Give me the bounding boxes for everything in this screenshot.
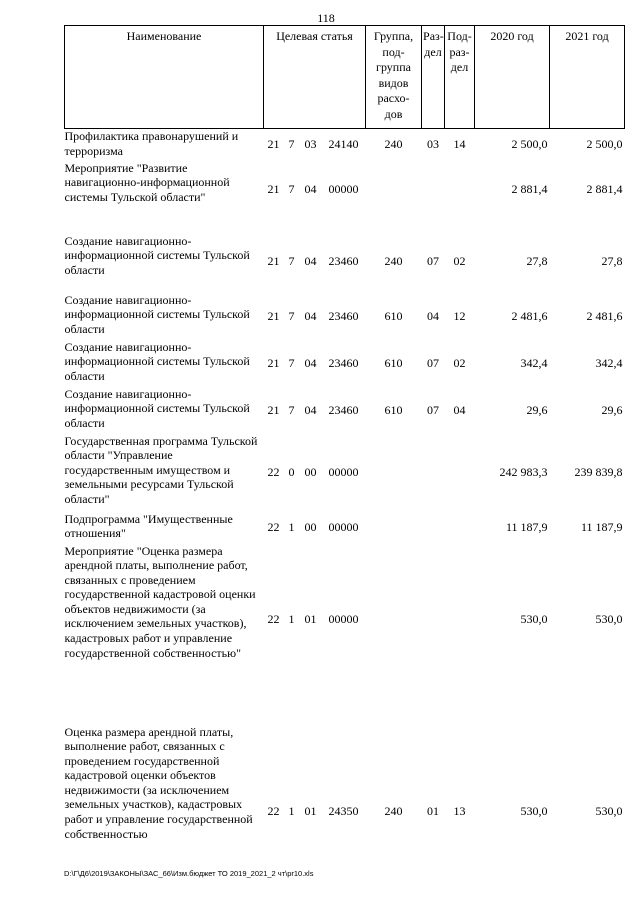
row-code-subprogram: 1	[288, 612, 295, 627]
row-2021: 27,8	[601, 254, 623, 269]
row-group	[366, 512, 422, 544]
row-code-program: 22	[267, 465, 280, 480]
row-code-program: 21	[267, 308, 280, 323]
row-code-program: 22	[267, 804, 280, 819]
row-group: 610	[384, 308, 403, 323]
row-section: 07	[427, 402, 440, 417]
row-name: Создание навигационно-информационной системы Тульской области	[64, 233, 250, 277]
table-row	[65, 544, 625, 696]
header-group: Группа, под- группа видов расхо- дов	[366, 26, 422, 129]
row-section: 04	[427, 308, 440, 323]
row-2021: 342,4	[595, 355, 623, 370]
row-code-subprogram: 0	[288, 465, 295, 480]
row-group	[366, 161, 422, 219]
row-code-subprogram: 7	[288, 308, 295, 323]
row-2020: 530,0	[520, 804, 548, 819]
row-2020: 242 983,3	[499, 465, 548, 480]
row-code-event: 04	[304, 182, 317, 197]
row-subsection: 12	[453, 308, 466, 323]
row-code-direction: 23460	[328, 355, 359, 370]
table-row	[65, 512, 625, 544]
table-row	[65, 161, 625, 219]
row-group	[366, 544, 422, 696]
row-code-direction: 24350	[328, 804, 359, 819]
row-2020: 27,8	[526, 254, 548, 269]
header-2021: 2021 год	[550, 26, 625, 129]
row-2020: 2 481,6	[511, 308, 548, 323]
row-code-direction: 23460	[328, 308, 359, 323]
row-2021: 11 187,9	[580, 520, 623, 535]
row-group	[366, 434, 422, 512]
row-code-program: 21	[267, 137, 280, 152]
row-2021: 29,6	[601, 402, 623, 417]
row-name: Профилактика правонарушений и терроризма	[64, 129, 239, 158]
row-group: 240	[384, 254, 403, 269]
row-code-subprogram: 1	[288, 520, 295, 535]
row-section: 07	[427, 254, 440, 269]
header-section: Раз- дел	[422, 26, 445, 129]
row-2021: 530,0	[595, 804, 623, 819]
row-code-event: 03	[304, 137, 317, 152]
row-section: 07	[427, 355, 440, 370]
row-name: Создание навигационно-информационной системы Тульской области	[64, 339, 250, 383]
row-name: Подпрограмма "Имущественные отношения"	[64, 511, 233, 541]
row-code-event: 01	[304, 804, 317, 819]
row-code-event: 04	[304, 308, 317, 323]
row-code-subprogram: 7	[288, 137, 295, 152]
row-code-program: 21	[267, 182, 280, 197]
row-code-program: 21	[267, 254, 280, 269]
row-code-event: 04	[304, 355, 317, 370]
row-2021: 2 881,4	[586, 182, 623, 197]
row-code-event: 01	[304, 612, 317, 627]
row-code-subprogram: 1	[288, 804, 295, 819]
row-section	[422, 434, 445, 512]
row-section	[422, 161, 445, 219]
row-name: Государственная программа Тульской области "Управление государственным имуществом и земельными ресурсами Тульской области"	[64, 433, 258, 506]
row-code-direction: 00000	[328, 465, 359, 480]
row-code-direction: 24140	[328, 137, 359, 152]
row-subsection: 02	[453, 355, 466, 370]
header-subsection: Под- раз- дел	[445, 26, 475, 129]
header-2020: 2020 год	[475, 26, 550, 129]
row-code-program: 22	[267, 520, 280, 535]
row-subsection	[445, 512, 475, 544]
row-name: Создание навигационно-информационной системы Тульской области	[64, 292, 250, 336]
row-2021: 530,0	[595, 612, 623, 627]
row-code-program: 21	[267, 355, 280, 370]
file-path-footer: D:\Г\Д6\2019\ЗАКОНЫ\ЗАС_66\Изм.бюджет ТО 2019_2021_2 чт\pr10.xls	[64, 869, 314, 878]
row-subsection: 14	[453, 137, 466, 152]
row-code-program: 21	[267, 402, 280, 417]
row-subsection: 13	[453, 804, 466, 819]
row-name: Создание навигационно-информационной системы Тульской области	[64, 386, 250, 430]
row-name: Мероприятие "Развитие навигационно-информационной системы Тульской области"	[64, 160, 230, 204]
row-subsection	[445, 434, 475, 512]
row-code-program: 22	[267, 612, 280, 627]
row-section: 03	[427, 137, 440, 152]
row-code-direction: 00000	[328, 612, 359, 627]
row-2020: 2 881,4	[511, 182, 548, 197]
header-name: Наименование	[65, 26, 264, 129]
row-code-event: 00	[304, 465, 317, 480]
row-code-event: 04	[304, 402, 317, 417]
row-group: 610	[384, 355, 403, 370]
table-row	[65, 696, 625, 858]
row-code-direction: 23460	[328, 254, 359, 269]
row-section	[422, 544, 445, 696]
row-code-direction: 23460	[328, 402, 359, 417]
row-subsection	[445, 544, 475, 696]
row-2021: 2 481,6	[586, 308, 623, 323]
row-code-direction: 00000	[328, 520, 359, 535]
page-number: 118	[317, 11, 335, 25]
row-code-subprogram: 7	[288, 254, 295, 269]
row-2021: 2 500,0	[586, 137, 623, 152]
row-group: 610	[384, 402, 403, 417]
row-subsection	[445, 161, 475, 219]
header-target-article: Целевая статья	[264, 26, 366, 129]
row-2020: 29,6	[526, 402, 548, 417]
row-subsection: 02	[453, 254, 466, 269]
row-name: Мероприятие "Оценка размера арендной платы, выполнение работ, связанных с проведением государственной кадастровой оценки объектов недвижимости (за исключением земельных участков), кадастровых работ и управление государственной собственностью"	[64, 543, 256, 660]
row-code-subprogram: 7	[288, 402, 295, 417]
header-row	[65, 26, 625, 129]
row-name: Оценка размера арендной платы, выполнение работ, связанных с проведением государственной кадастровой оценки объектов недвижимости (за исключением земельных участков), кадастровых работ и управление государственной собственностью	[64, 724, 253, 841]
row-code-subprogram: 7	[288, 355, 295, 370]
table-row	[65, 340, 625, 387]
row-2020: 11 187,9	[505, 520, 548, 535]
row-2021: 239 839,8	[574, 465, 623, 480]
table-row	[65, 387, 625, 434]
row-section: 01	[427, 804, 440, 819]
row-2020: 342,4	[520, 355, 548, 370]
row-group: 240	[384, 804, 403, 819]
row-group: 240	[384, 137, 403, 152]
row-code-subprogram: 7	[288, 182, 295, 197]
table-row	[65, 434, 625, 512]
row-code-direction: 00000	[328, 182, 359, 197]
budget-table	[64, 25, 625, 858]
row-code-event: 00	[304, 520, 317, 535]
table-row	[65, 293, 625, 340]
table-row	[65, 129, 625, 161]
row-code-event: 04	[304, 254, 317, 269]
row-2020: 2 500,0	[511, 137, 548, 152]
row-2020: 530,0	[520, 612, 548, 627]
row-section	[422, 512, 445, 544]
table-row	[65, 219, 625, 293]
row-subsection: 04	[453, 402, 466, 417]
